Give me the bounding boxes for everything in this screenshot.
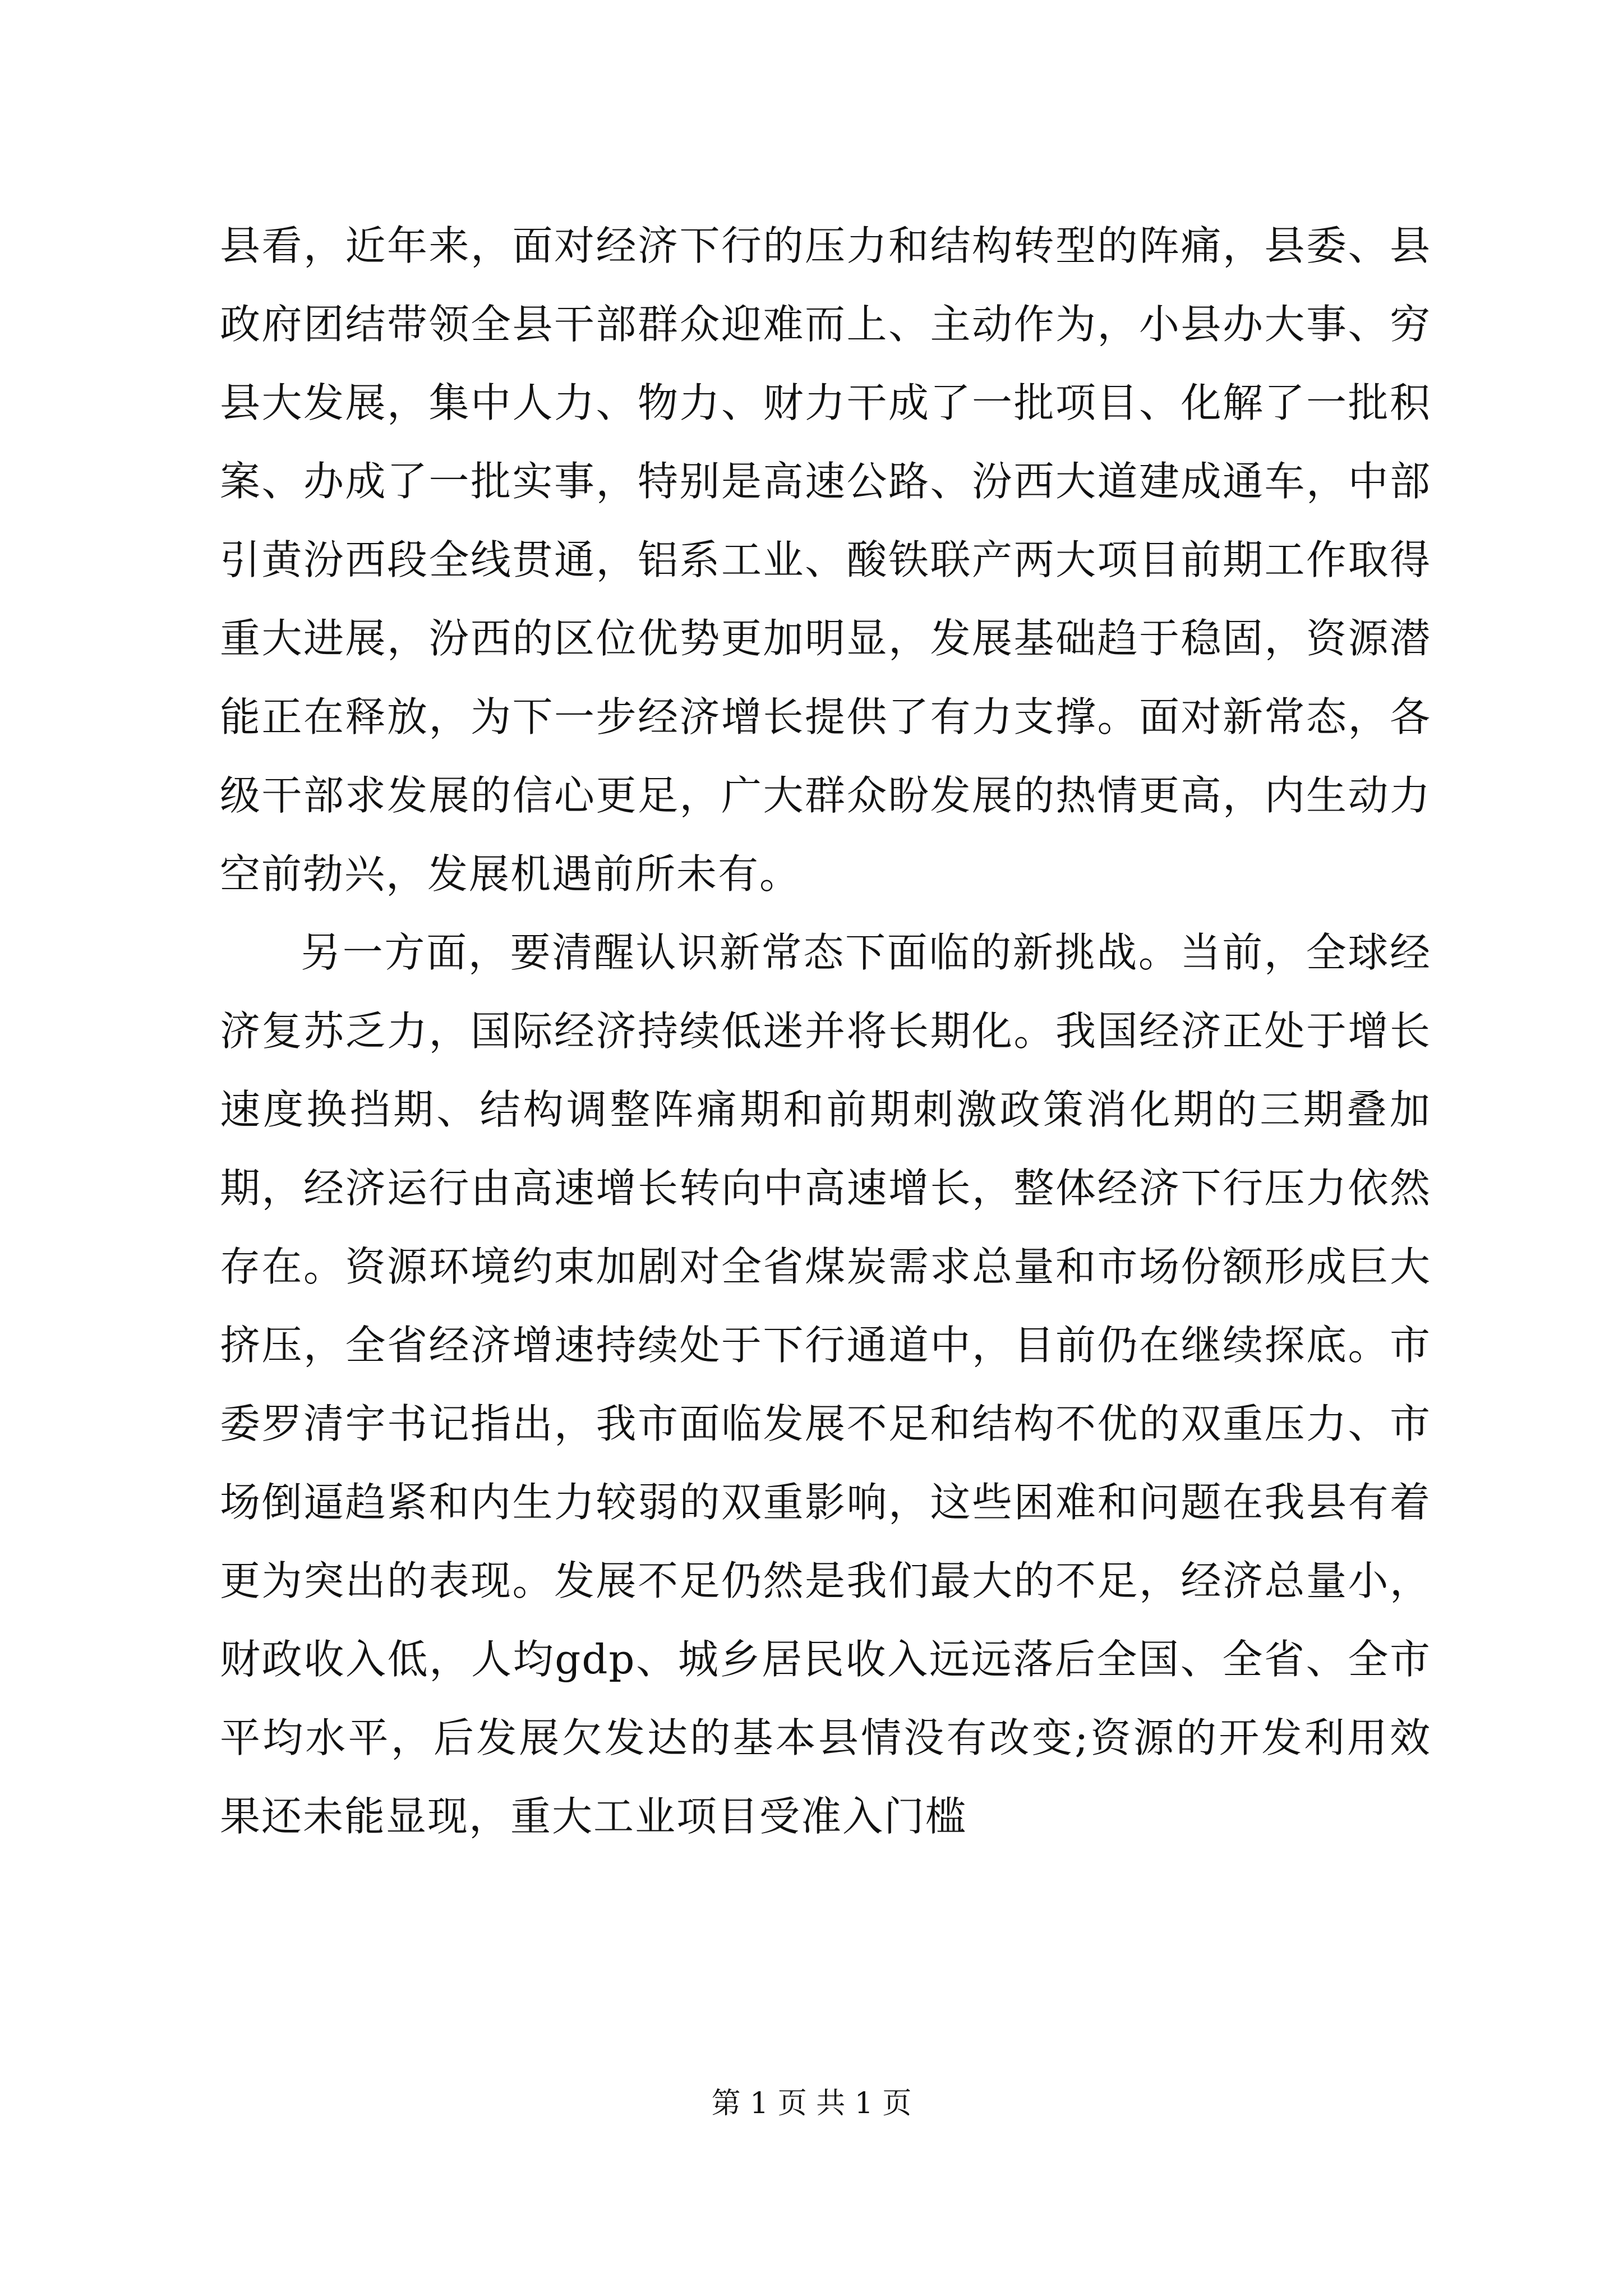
paragraph-2: 另一方面，要清醒认识新常态下面临的新挑战。当前，全球经济复苏乏力，国际经济持续低迷并将长期化。我国经济正处于增长速度换挡期、结构调整阵痛期和前期刺激政策消化期的三期叠加期，经济运行由高速增长转向中高速增长，整体经济下行压力依然存在。资源环境约束加剧对全省煤炭需求总量和市场份额形成巨大挤压，全省经济增速持续处于下行通道中，目前仍在继续探底。市委罗清宇书记指出，我市面临发展不足和结构不优的双重压力、市场倒逼趋紧和内生力较弱的双重影响，这些困难和问题在我县有着更为突出的表现。发展不足仍然是我们最大的不足，经济总量小，财政收入低，人均gdp、城乡居民收入远远落后全国、全省、全市平均水平，后发展欠发达的基本县情没有改变;资源的开发利用效果还未能显现，重大工业项目受准入门槛 [220,929,1431,1840]
body-text [220,206,1431,1856]
paragraph-1: 县看，近年来，面对经济下行的压力和结构转型的阵痛，县委、县政府团结带领全县干部群众迎难而上、主动作为，小县办大事、穷县大发展，集中人力、物力、财力干成了一批项目、化解了一批积案、办成了一批实事，特别是高速公路、汾西大道建成通车，中部引黄汾西段全线贯通，铝系工业、酸铁联产两大项目前期工作取得重大进展，汾西的区位优势更加明显，发展基础趋于稳固，资源潜能正在释放，为下一步经济增长提供了有力支撑。面对新常态，各级干部求发展的信心更足，广大群众盼发展的热情更高，内生动力空前勃兴，发展机遇前所未有。 [220,222,1431,898]
page-number-footer: 第 1 页 共 1 页 [711,2087,912,2120]
